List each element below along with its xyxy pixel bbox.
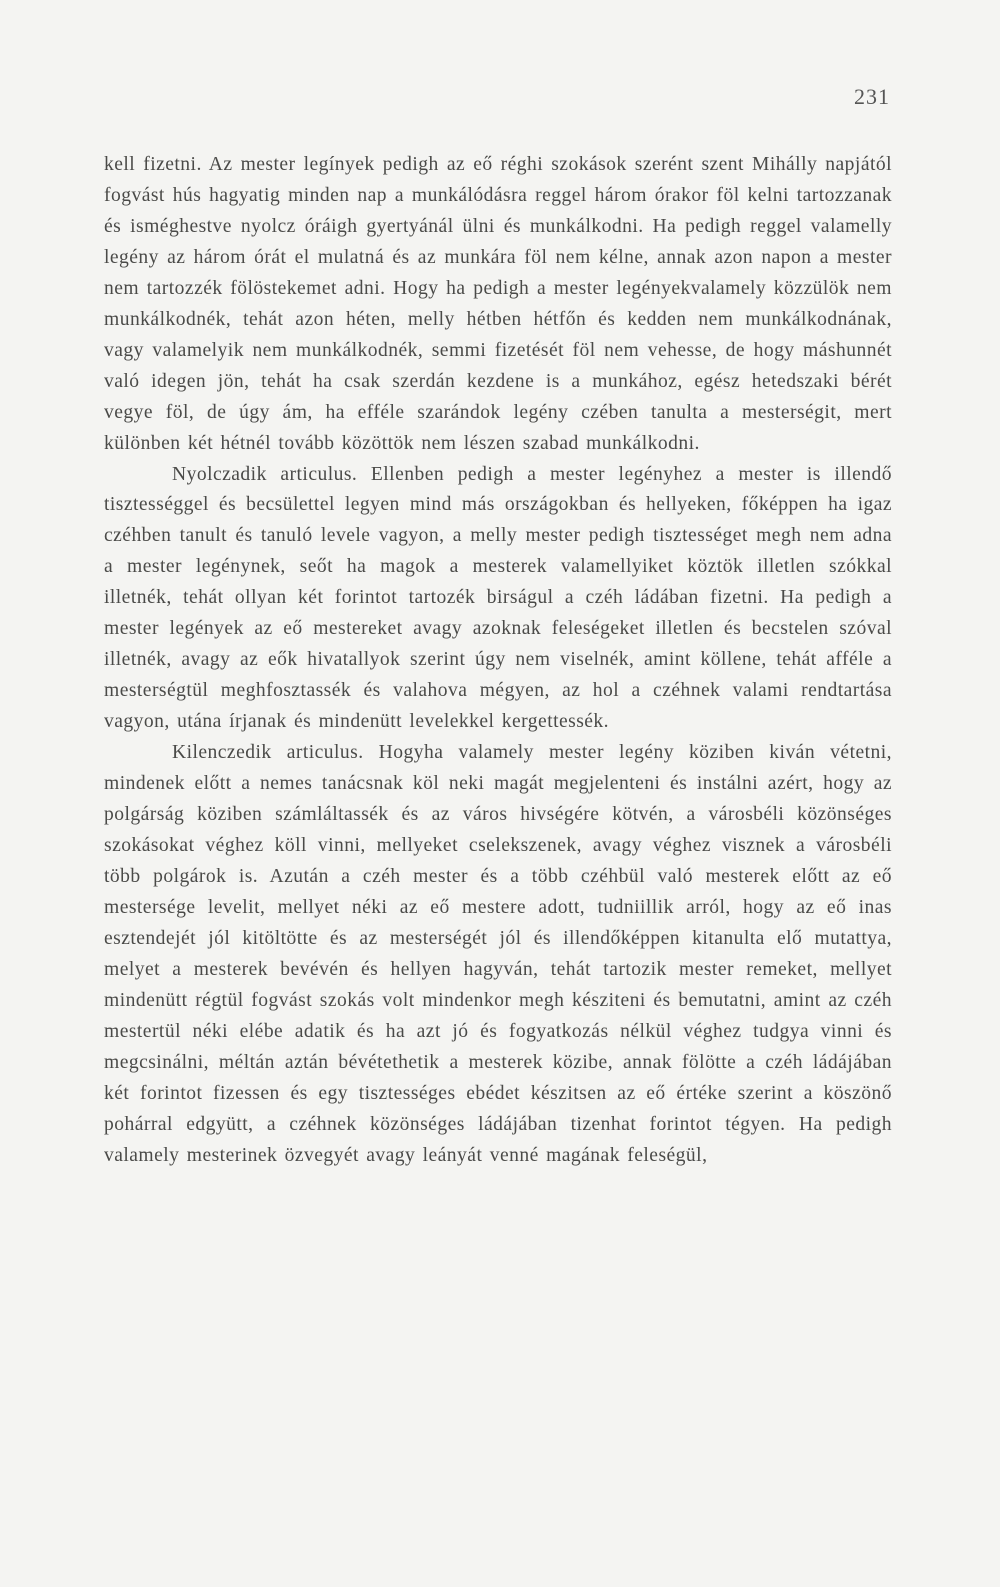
page-number: 231: [854, 84, 890, 109]
paragraph-article-8: Nyolczadik articulus. Ellenben pedigh a mester legényhez a mester is illendő tisztességgel és becsülettel legyen mind más országokban és hellyeken, főképpen ha igaz czéhben tanult és tanuló levele vagyon, a melly mester pedigh tisztességet megh nem adna a mester legénynek, seőt ha magok a mesterek valamellyiket köztök illetlen szókkal illetnék, tehát ollyan két forintot tartozék birságul a czéh ládában fizetni. Ha pedigh a mester legények az eő mestereket avagy azoknak feleségeket illetlen és becstelen szóval illetnék, avagy az eők hivatallyok szerint úgy nem viselnék, amint köllene, tehát afféle a mesterségtül meghfosztassék és valahova mégyen, az hol a czéhnek valami rendtartása vagyon, utána írjanak és mindenütt levelekkel kergettessék.: [104, 463, 892, 733]
paragraph-article-9: Kilenczedik articulus. Hogyha valamely mester legény köziben kiván vétetni, mindenek előtt a nemes tanácsnak köl neki magát megjelenteni és instálni azért, hogy az polgárság köziben számláltassék és az város hivségére kötvén, a városbéli közönséges szokásokat véghez köll vinni, mellyeket cselekszenek, avagy véghez visznek a városbéli több polgárok is. Azután a czéh mester és a több czéhbül való mesterek előtt az eő mestersége levelit, mellyet néki az eő mestere adott, tudniillik arról, hogy az eő inas esztendejét jól kitöltötte és az mesterségét jól és illendőképpen kitanulta elő mutattya, melyet a mesterek bevévén és hellyen hagyván, tehát tartozik mester remeket, mellyet mindenütt régtül fogvást szokás volt mindenkor megh késziteni és bemutatni, amint az czéh mestertül néki elébe adatik és ha azt jó és fogyatkozás nélkül véghez tudgya vinni és megcsinálni, méltán aztán bévétethetik a mesterek közibe, annak fölötte a czéh ládájában két forintot fizessen és egy tisztességes ebédet készitsen az eő értéke szerint a köszönő pohárral edgyütt, a czéhnek közönséges ládájában tizenhat forintot tégyen. Ha pedigh valamely mesterinek özvegyét avagy leányát venné magának feleségül,: [104, 742, 892, 1166]
paragraph-continuation: kell fizetni. Az mester legínyek pedigh az eő réghi szokások szerént szent Mihálly napjától fogvást hús hagyatig minden nap a munkálódásra reggel három órakor föl kelni tartozzanak és isméghestve nyolcz óráigh gyertyánál ülni és munkálkodni. Ha pedigh reggel valamelly legény az három órát el mulatná és az munkára föl nem kélne, annak azon napon a mester nem tartozzék fölöstekemet adni. Hogy ha pedigh a mester legényekvalamely közzülök nem munkálkodnék, tehát azon héten, melly hétben hétfőn és kedden nem munkálkodnának, vagy valamelyik nem munkálkodnék, semmi fizetését föl nem vehesse, de hogy máshunnét való idegen jön, tehát ha csak szerdán kezdene is a munkához, egész hetedszaki bérét vegye föl, de úgy ám, ha efféle szarándok legény czében tanulta a mesterségit, mert különben két hétnél tovább közöttök nem lészen szabad munkálkodni.: [104, 154, 892, 454]
body-text: [104, 150, 892, 1171]
